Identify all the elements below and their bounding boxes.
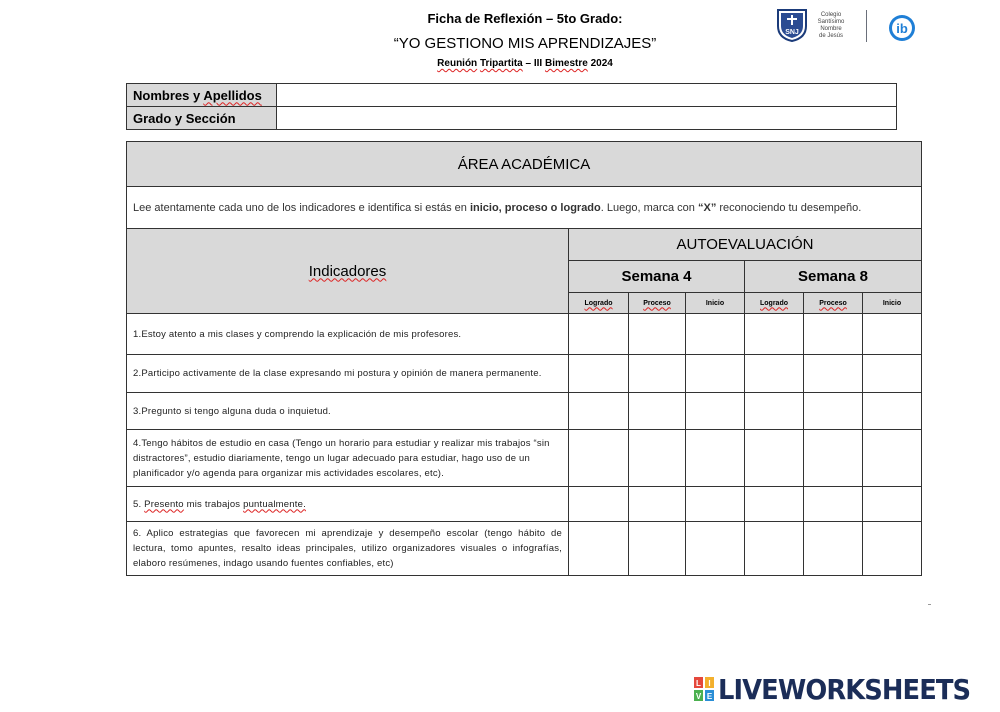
level-header: [863, 293, 922, 314]
indicators-header-text: Indicadores: [308, 262, 387, 280]
level-text: Proceso: [819, 299, 847, 307]
mark-cell[interactable]: [745, 522, 804, 576]
instruction-row: [127, 187, 922, 229]
mark-cell[interactable]: [863, 314, 922, 355]
evaluation-table: [126, 141, 922, 576]
level-header: [629, 293, 686, 314]
instructions: [127, 187, 922, 229]
mark-cell[interactable]: [686, 522, 745, 576]
logo-letter: V: [695, 692, 702, 701]
indicator-part: 5.: [133, 498, 145, 510]
area-title: ÁREA ACADÉMICA: [127, 142, 922, 187]
indicator-part: puntualmente.: [243, 498, 306, 510]
page-mark: [928, 604, 931, 605]
level-text: Inicio: [882, 299, 902, 307]
mark-cell[interactable]: [804, 355, 863, 393]
mark-cell[interactable]: [863, 430, 922, 487]
mark-cell[interactable]: [569, 355, 629, 393]
indicator-text: 6. Aplico estrategias que favorecen mi aprendizaje y desempeño escolar (tengo hábito de lectura, tomo apuntes, resalto ideas principales, utilizo organizadores visuales o infografías, elaboro resúmenes, indago usando fuentes confiables, etc): [127, 522, 569, 576]
week-header: Semana 8: [745, 261, 922, 293]
mark-cell[interactable]: [804, 522, 863, 576]
indicator-row: [127, 522, 922, 576]
mark-cell[interactable]: [804, 487, 863, 522]
mark-cell[interactable]: [686, 355, 745, 393]
mark-cell[interactable]: [863, 355, 922, 393]
level-header: [569, 293, 629, 314]
meeting-info: [300, 57, 750, 71]
name-label-part: Nombres y: [133, 87, 204, 103]
name-label: [127, 84, 277, 107]
mark-cell[interactable]: [569, 393, 629, 430]
indicator-text: 1.Estoy atento a mis clases y comprendo la explicación de mis profesores.: [127, 314, 569, 355]
mark-cell[interactable]: [629, 393, 686, 430]
instruction-part: inicio, proceso o logrado: [469, 201, 601, 214]
school-name-line: Nombre: [820, 26, 842, 32]
shield-text: SNJ: [785, 29, 799, 36]
level-header: [686, 293, 745, 314]
mark-cell[interactable]: [863, 487, 922, 522]
mark-cell[interactable]: [686, 314, 745, 355]
indicator-text: [127, 487, 569, 522]
mark-cell[interactable]: [686, 393, 745, 430]
mark-cell[interactable]: [863, 393, 922, 430]
school-name-line: de Jesús: [818, 33, 843, 39]
mark-cell[interactable]: [629, 487, 686, 522]
level-text: Inicio: [705, 299, 725, 307]
indicator-part: mis trabajos: [183, 498, 244, 510]
meeting-info-part: 2024: [587, 58, 613, 69]
grade-row: [127, 107, 897, 130]
logos: [776, 6, 926, 46]
meeting-info-part: Bimestre: [544, 58, 588, 69]
mark-cell[interactable]: [629, 314, 686, 355]
indicator-part: Presento: [144, 498, 184, 510]
self-evaluation-header: AUTOEVALUACIÓN: [569, 229, 922, 261]
mark-cell[interactable]: [745, 393, 804, 430]
mark-cell[interactable]: [686, 430, 745, 487]
school-shield-icon: [776, 8, 808, 42]
mark-cell[interactable]: [629, 522, 686, 576]
watermark-text: LIVEWORKSHEETS: [718, 673, 971, 706]
mark-cell[interactable]: [745, 487, 804, 522]
level-header: [745, 293, 804, 314]
mark-cell[interactable]: [745, 355, 804, 393]
mark-cell[interactable]: [745, 430, 804, 487]
document-header: [300, 10, 750, 71]
mark-cell[interactable]: [745, 314, 804, 355]
level-text: Proceso: [643, 299, 671, 307]
mark-cell[interactable]: [569, 430, 629, 487]
indicator-row: [127, 487, 922, 522]
meeting-info-part: – III: [522, 58, 545, 69]
area-row: [127, 142, 922, 187]
level-header: [804, 293, 863, 314]
mark-cell[interactable]: [569, 314, 629, 355]
name-row: [127, 84, 897, 107]
logo-letter: E: [706, 692, 713, 701]
level-text: Logrado: [760, 299, 788, 307]
instruction-part: . Luego, marca con: [600, 201, 698, 214]
logo-letter: I: [708, 679, 711, 688]
indicator-row: [127, 355, 922, 393]
name-label-part: Apellidos: [203, 87, 262, 103]
indicator-row: [127, 393, 922, 430]
worksheet-title: Ficha de Reflexión – 5to Grado:: [427, 11, 623, 26]
instruction-part: reconociendo tu desempeño.: [716, 201, 862, 214]
indicator-text: 3.Pregunto si tengo alguna duda o inquietud.: [127, 393, 569, 430]
indicator-text: 2.Participo activamente de la clase expresando mi postura y opinión de manera permanente.: [127, 355, 569, 393]
level-text: Logrado: [584, 299, 613, 307]
student-info-table: [126, 83, 897, 130]
header-row-1: [127, 229, 922, 261]
indicator-row: [127, 314, 922, 355]
mark-cell[interactable]: [804, 393, 863, 430]
mark-cell[interactable]: [569, 487, 629, 522]
logo-divider: [866, 10, 867, 42]
school-name: [814, 12, 848, 40]
mark-cell[interactable]: [863, 522, 922, 576]
ib-text: ib: [896, 21, 908, 36]
indicator-text: 4.Tengo hábitos de estudio en casa (Tengo un horario para estudiar y realizar mis trabajos “sin distractores”, estudio diariamente, tengo un lugar adecuado para estudiar, hago uso de un planificador y/o agenda para organizar mis actividades escolares, etc).: [127, 430, 569, 487]
indicators-header: [127, 229, 569, 314]
instruction-part: Lee atentamente cada uno de los indicadores e identifica si estás en: [133, 201, 470, 214]
meeting-info-part: Reunión: [437, 58, 478, 69]
liveworksheets-watermark: [694, 673, 994, 706]
mark-cell[interactable]: [804, 314, 863, 355]
name-field[interactable]: [277, 84, 897, 107]
ib-logo-icon: [888, 14, 916, 42]
mark-cell[interactable]: [569, 522, 629, 576]
school-name-line: Santísimo: [817, 19, 845, 25]
grade-field[interactable]: [277, 107, 897, 130]
instruction-part: “X”: [697, 201, 717, 214]
meeting-info-part: Tripartita: [479, 58, 523, 69]
liveworksheets-logo-icon: [694, 677, 714, 701]
mark-cell[interactable]: [629, 430, 686, 487]
indicator-row: [127, 430, 922, 487]
worksheet-subtitle: “YO GESTIONO MIS APRENDIZAJES”: [393, 35, 657, 52]
mark-cell[interactable]: [686, 487, 745, 522]
grade-label: Grado y Sección: [127, 107, 277, 130]
logo-letter: L: [696, 679, 701, 688]
week-header: Semana 4: [569, 261, 745, 293]
school-name-line: Colegio: [820, 12, 842, 18]
mark-cell[interactable]: [804, 430, 863, 487]
mark-cell[interactable]: [629, 355, 686, 393]
